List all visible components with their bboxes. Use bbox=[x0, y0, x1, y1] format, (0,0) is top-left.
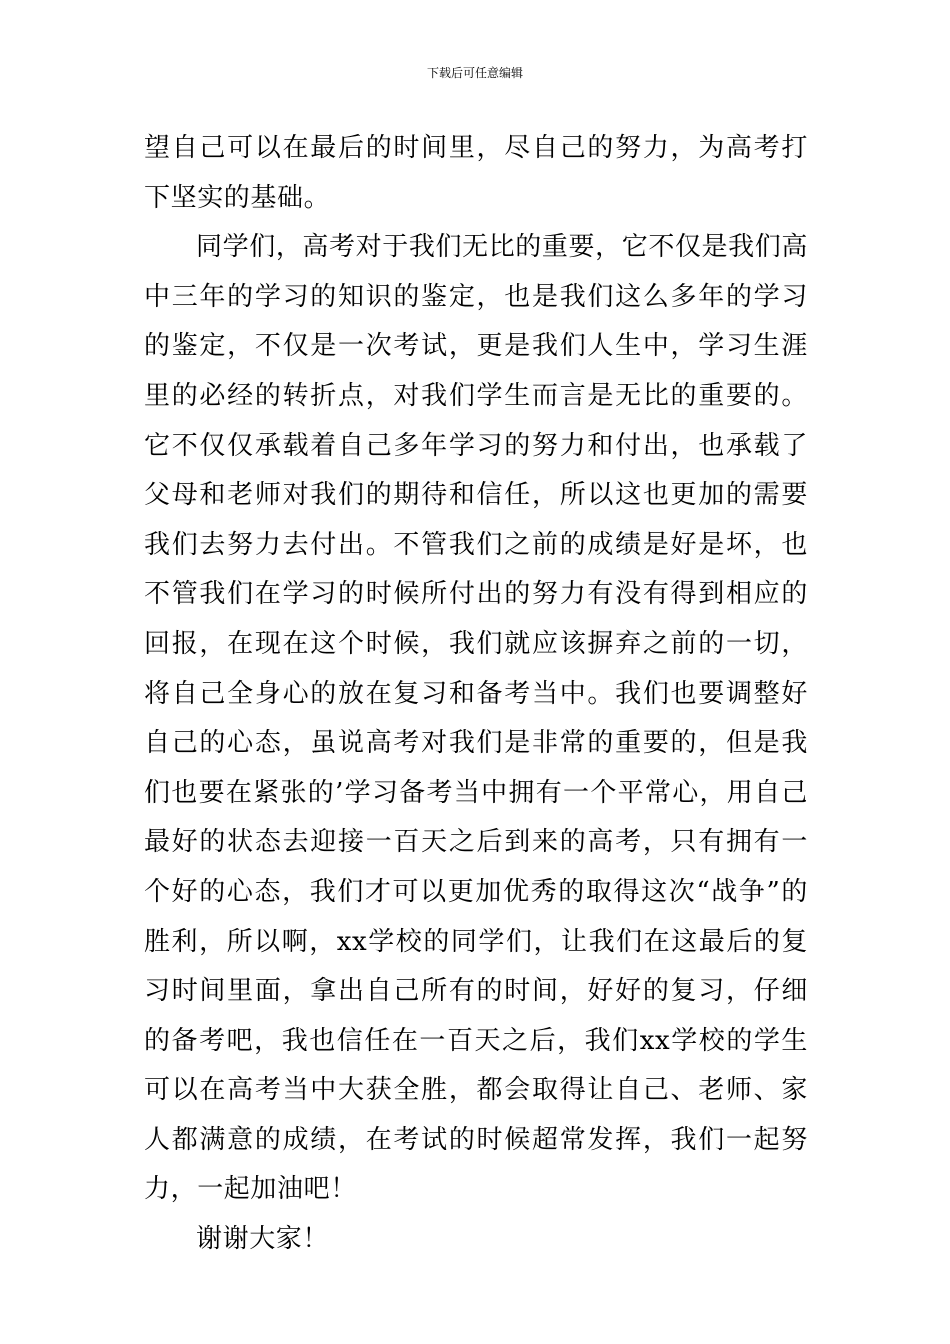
paragraph-main: 同学们，高考对于我们无比的重要，它不仅是我们高中三年的学习的知识的鉴定，也是我们这么多年的学习的鉴定，不仅是一次考试，更是我们人生中，学习生涯里的必经的转折点，对我们学生而言是无比的重要的。它不仅仅承载着自己多年学习的努力和付出，也承载了父母和老师对我们的期待和信任，所以这也更加的需要我们去努力去付出。不管我们之前的成绩是好是坏，也不管我们在学习的时候所付出的努力有没有得到相应的回报，在现在这个时候，我们就应该摒弃之前的一切，将自己全身心的放在复习和备考当中。我们也要调整好自己的心态，虽说高考对我们是非常的重要的，但是我们也要在紧张的’学习备考当中拥有一个平常心，用自己最好的状态去迎接一百天之后到来的高考，只有拥有一个好的心态，我们才可以更加优秀的取得这次“战争”的胜利，所以啊，xx学校的同学们，让我们在这最后的复习时间里面，拿出自己所有的时间，好好的复习，仔细的备考吧，我也信任在一百天之后，我们xx学校的学生可以在高考当中大获全胜，都会取得让自己、老师、家人都满意的成绩，在考试的时候超常发挥，我们一起努力，一起加油吧！ bbox=[144, 232, 808, 1205]
document-body bbox=[144, 124, 808, 1265]
paragraph-continuation: 望自己可以在最后的时间里，尽自己的努力，为高考打下坚实的基础。 bbox=[144, 133, 808, 213]
page-header: 下载后可任意编辑 bbox=[426, 66, 523, 80]
paragraph-closing: 谢谢大家！ bbox=[196, 1224, 330, 1255]
